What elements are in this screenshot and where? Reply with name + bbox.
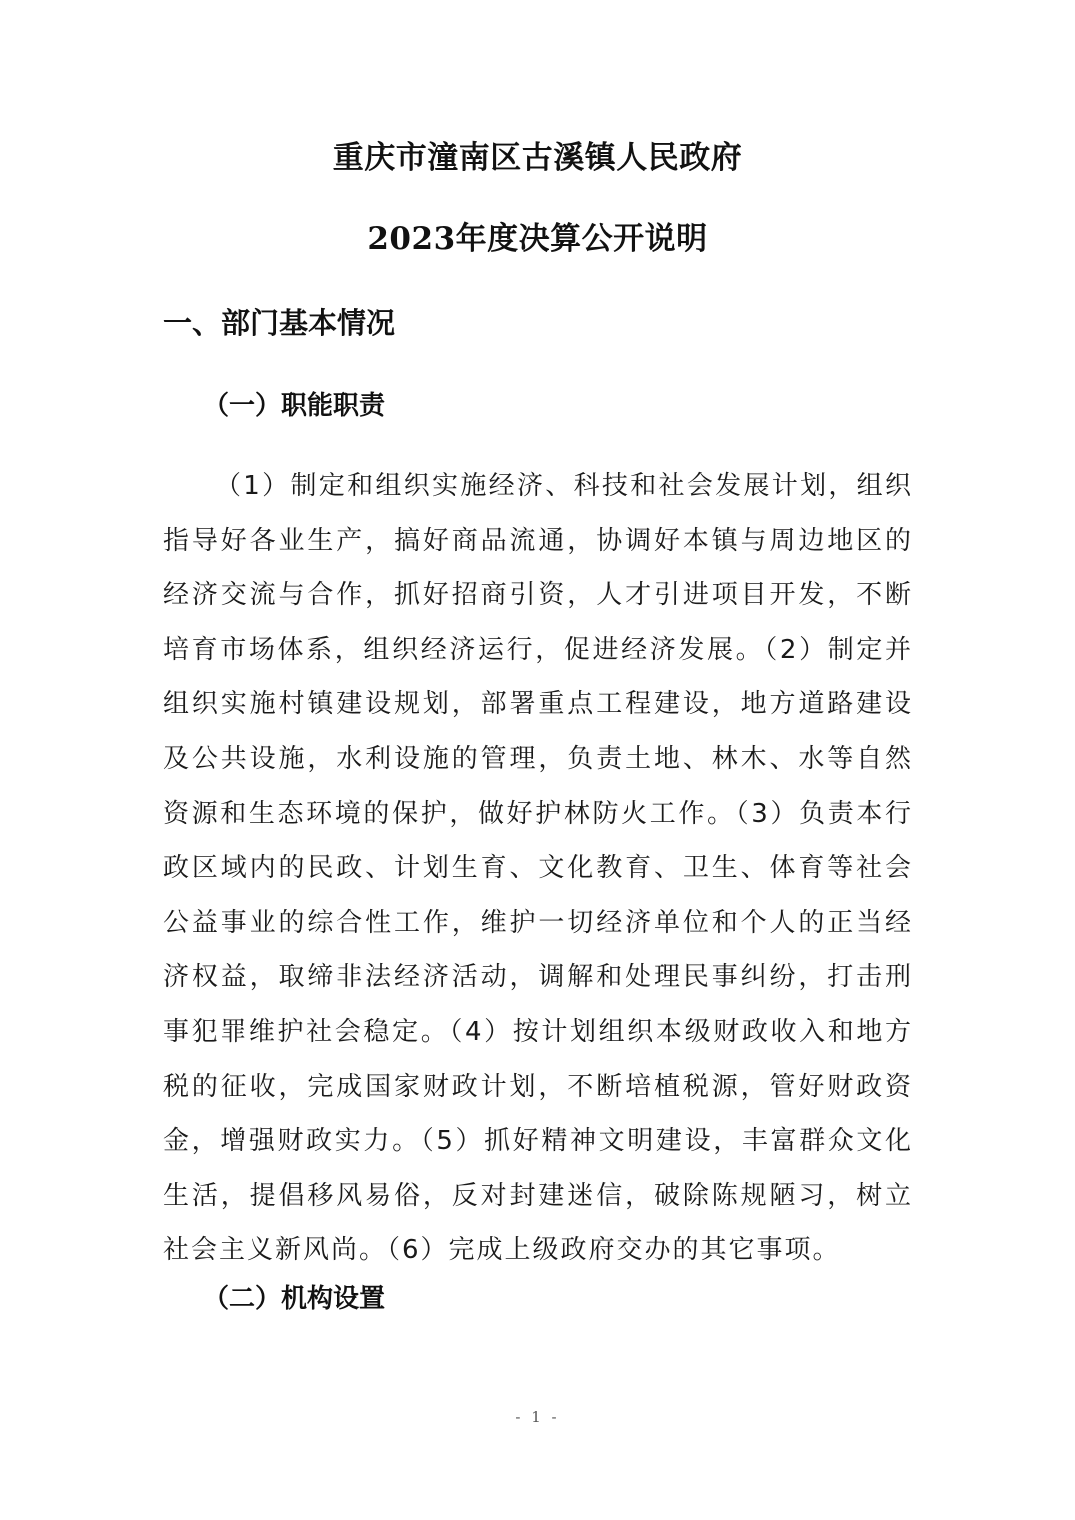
section-heading-basic-info: 一、部门基本情况: [163, 306, 396, 340]
functions-paragraph: （1）制定和组织实施经济、科技和社会发展计划，组织指导好各业生产，搞好商品流通，协调好本镇与周边地区的经济交流与合作，抓好招商引资，人才引进项目开发，不断培育市场体系，组织经济运行，促进经济发展。（2）制定并组织实施村镇建设规划，部署重点工程建设，地方道路建设及公共设施，水利设施的管理，负责土地、林木、水等自然资源和生态环境的保护，做好护林防火工作。（3）负责本行政区域内的民政、计划生育、文化教育、卫生、体育等社会公益事业的综合性工作，维护一切经济单位和个人的正当经济权益，取缔非法经济活动，调解和处理民事纠纷，打击刑事犯罪维护社会稳定。（4）按计划组织本级财政收入和地方税的征收，完成国家财政计划，不断培植税源，管好财政资金，增强财政实力。（5）抓好精神文明建设，丰富群众文化生活，提倡移风易俗，反对封建迷信，破除陈规陋习，树立社会主义新风尚。（6）完成上级政府交办的其它事项。: [163, 471, 913, 1266]
subsection-heading-functions: （一）职能职责: [203, 391, 386, 421]
document-title: 重庆市潼南区古溪镇人民政府: [332, 140, 743, 176]
document-subtitle: 2023年度决算公开说明: [367, 221, 708, 257]
subsection-heading-organization: （二）机构设置: [203, 1284, 386, 1314]
page-number: - 1 -: [515, 1408, 560, 1426]
